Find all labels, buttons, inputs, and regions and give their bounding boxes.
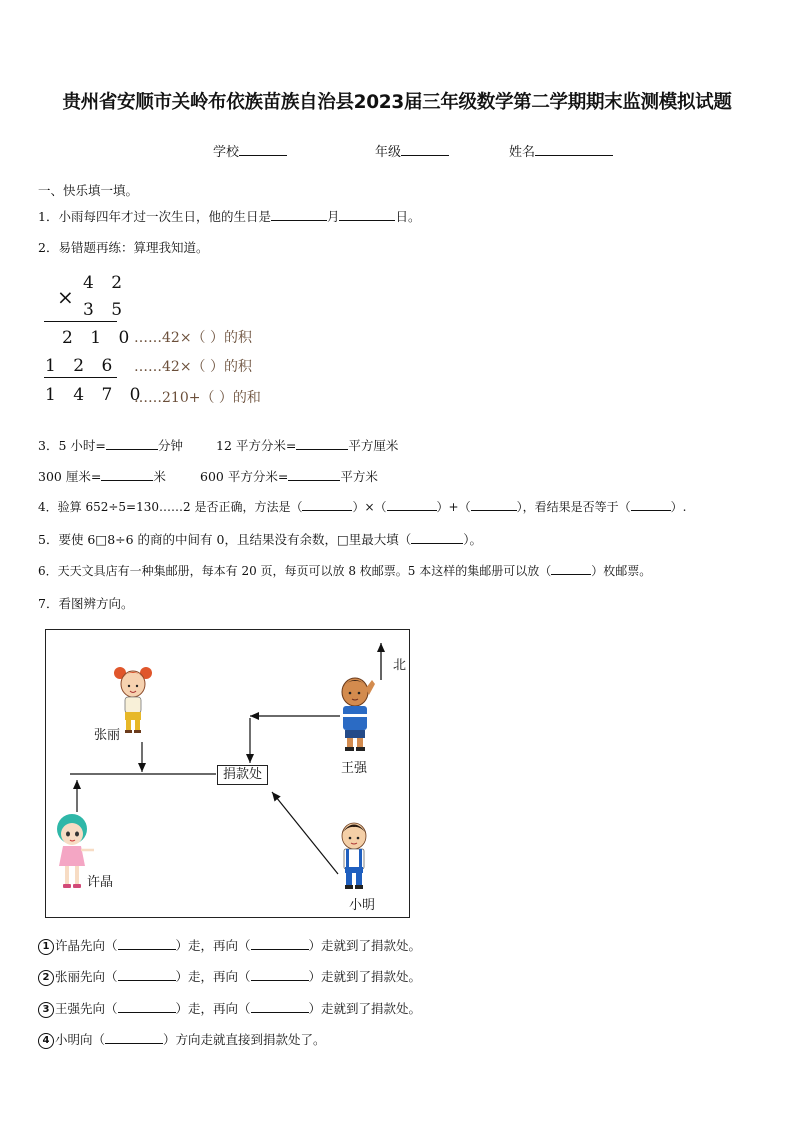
wangqiang-label: 王强: [341, 761, 368, 776]
question-3c: 300 厘米= 米: [38, 469, 166, 484]
blank-7-1b[interactable]: [251, 937, 309, 950]
grade-field[interactable]: [375, 141, 449, 160]
blank-7-1a[interactable]: [118, 937, 176, 950]
blank-3b[interactable]: [296, 437, 348, 450]
subquestion-1: 1 许晶先向（ ）走，再向（ ）走就到了捐款处。: [38, 936, 421, 955]
school-label: 学校: [213, 145, 240, 160]
xujing-label: 许晶: [87, 875, 114, 890]
name-field[interactable]: [509, 141, 613, 160]
question-1: 1．小雨每四年才过一次生日，他的生日是 月 日。: [38, 209, 421, 224]
blank-4d[interactable]: [631, 498, 671, 511]
question-6: 6．天天文具店有一种集邮册，每本有 20 页，每页可以放 8 枚邮票。5 本这样的集邮册可以放（ ）枚邮票。: [38, 564, 652, 578]
question-3a: 3．5 小时= 分钟: [38, 438, 183, 453]
section-heading: 一、快乐填一填。: [38, 183, 139, 198]
blank-6[interactable]: [551, 562, 591, 575]
blank-7-3b[interactable]: [251, 1000, 309, 1013]
blank-7-4[interactable]: [105, 1031, 163, 1044]
school-field[interactable]: [213, 141, 287, 160]
times-sign: ×: [57, 285, 80, 309]
page-title: 贵州省安顺市关岭布依族苗族自治县2023届三年级数学第二学期期末监测模拟试题: [62, 92, 732, 113]
mult-second: 3 5: [83, 300, 129, 320]
name-label: 姓名: [509, 145, 536, 160]
mult-note-2: ……42×（ ）的积: [134, 359, 252, 375]
mult-line-2: [44, 377, 117, 378]
question-3b: 12 平方分米= 平方厘米: [216, 438, 399, 453]
blank-3c[interactable]: [101, 468, 153, 481]
mult-top: 4 2: [83, 273, 129, 293]
mult-row-2: 1 2 6: [45, 356, 119, 376]
grade-label: 年级: [375, 145, 402, 160]
blank-7-3a[interactable]: [118, 1000, 176, 1013]
mult-note-1: ……42×（ ）的积: [134, 330, 252, 346]
question-7: 7．看图辨方向。: [38, 596, 134, 611]
blank-3a[interactable]: [106, 437, 158, 450]
subquestion-2: 2 张丽先向（ ）走，再向（ ）走就到了捐款处。: [38, 967, 421, 986]
mult-row-1: 2 1 0: [62, 328, 136, 348]
month-blank[interactable]: [271, 208, 327, 221]
question-5: 5．要使 6□8÷6 的商的中间有 0，且结果没有余数，□里最大填（ ）。: [38, 532, 483, 547]
subquestion-4: 4 小明向（ ）方向走就直接到捐款处了。: [38, 1030, 326, 1049]
subquestion-3: 3 王强先向（ ）走，再向（ ）走就到了捐款处。: [38, 999, 421, 1018]
blank-4b[interactable]: [387, 498, 437, 511]
blank-7-2a[interactable]: [118, 968, 176, 981]
blank-4c[interactable]: [471, 498, 517, 511]
blank-7-2b[interactable]: [251, 968, 309, 981]
mult-note-3: ……210+（ ）的和: [134, 390, 261, 406]
blank-4a[interactable]: [302, 498, 352, 511]
question-4: 4．验算 652÷5=130……2 是否正确，方法是（ ）×（ ）+（ ），看结果是否等于（ ）.: [38, 500, 687, 514]
question-2: 2．易错题再练：算理我知道。: [38, 240, 209, 255]
north-label: 北: [393, 658, 407, 673]
blank-5[interactable]: [411, 531, 463, 544]
question-3d: 600 平方分米= 平方米: [200, 469, 378, 484]
xiaoming-label: 小明: [349, 898, 376, 913]
donation-point: 捐款处: [217, 765, 268, 785]
zhangli-label: 张丽: [94, 728, 121, 743]
mult-row-3: 1 4 7 0: [45, 385, 147, 405]
day-blank[interactable]: [339, 208, 395, 221]
blank-3d[interactable]: [288, 468, 340, 481]
mult-line-1: [44, 321, 117, 322]
